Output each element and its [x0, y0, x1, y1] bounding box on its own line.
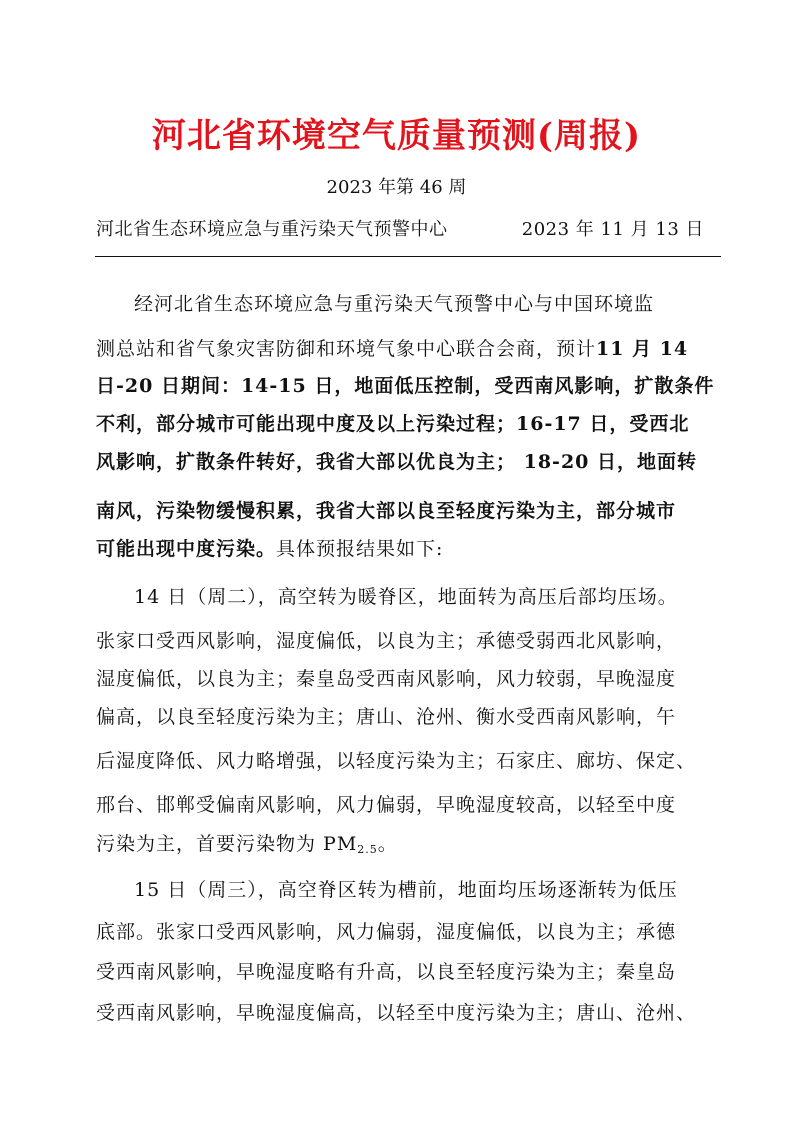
paragraph-line: [96, 830, 716, 864]
text-span: 污染为主，首要污染物为 PM: [96, 833, 358, 855]
paragraph-line: 不利，部分城市可能出现中度及以上污染过程；16-17 日，受西北: [96, 413, 690, 435]
paragraph-line: 日-20 日期间：14-15 日，地面低压控制，受西南风影响，扩散条件: [96, 375, 715, 397]
paragraph-line: 受西南风影响，早晚湿度略有升高，以良至轻度污染为主；秦皇岛: [96, 961, 677, 983]
paragraph-line: 14 日（周二），高空转为暖脊区，地面转为高压后部均压场。: [134, 586, 678, 608]
paragraph-line: 邢台、邯郸受偏南风影响，风力偏弱，早晚湿度较高，以轻至中度: [96, 794, 677, 816]
paragraph-line: 南风，污染物缓慢积累，我省大部以良至轻度污染为主，部分城市: [96, 500, 677, 522]
header-divider: [95, 256, 721, 257]
subscript: 2.5: [357, 843, 378, 856]
paragraph-line: [96, 335, 716, 363]
paragraph-line: 15 日（周三），高空脊区转为槽前，地面均压场逐渐转为低压: [134, 879, 678, 901]
doc-week: 2023 年第 46 周: [326, 177, 467, 198]
paragraph-line: 偏高，以良至轻度污染为主；唐山、沧州、衡水受西南风影响，午: [96, 706, 677, 728]
bold-span: 11 月 14: [596, 338, 689, 360]
doc-date: 2023 年 11 月 13 日: [521, 219, 704, 240]
doc-org: 河北省生态环境应急与重污染天气预警中心: [96, 219, 448, 240]
paragraph-line: 风影响，扩散条件转好，我省大部以优良为主； 18-20 日，地面转: [96, 451, 697, 473]
paragraph-line: 受西南风影响，早晚湿度偏高，以轻至中度污染为主；唐山、沧州、: [96, 1002, 697, 1024]
paragraph-line: 后湿度降低、风力略增强，以轻度污染为主；石家庄、廊坊、保定、: [96, 750, 697, 772]
paragraph-line: 张家口受西风影响，湿度偏低，以良为主；承德受弱西北风影响，: [96, 630, 677, 652]
text-span: 测总站和省气象灾害防御和环境气象中心联合会商，预计: [96, 338, 597, 360]
paragraph-line: 底部。张家口受西风影响，风力偏弱，湿度偏低，以良为主；承德: [96, 921, 677, 943]
paragraph-line: 经河北省生态环境应急与重污染天气预警中心与中国环境监: [134, 293, 655, 315]
bold-span: 可能出现中度污染。: [96, 538, 277, 560]
text-span: 具体预报结果如下:: [276, 538, 444, 560]
doc-title: 河北省环境空气质量预测(周报): [151, 116, 642, 156]
doc-header-line: [96, 217, 704, 243]
paragraph-line: [96, 535, 716, 563]
paragraph-line: 湿度偏低，以良为主；秦皇岛受西南风影响，风力较弱，早晚湿度: [96, 668, 677, 690]
text-span: 。: [377, 833, 398, 855]
